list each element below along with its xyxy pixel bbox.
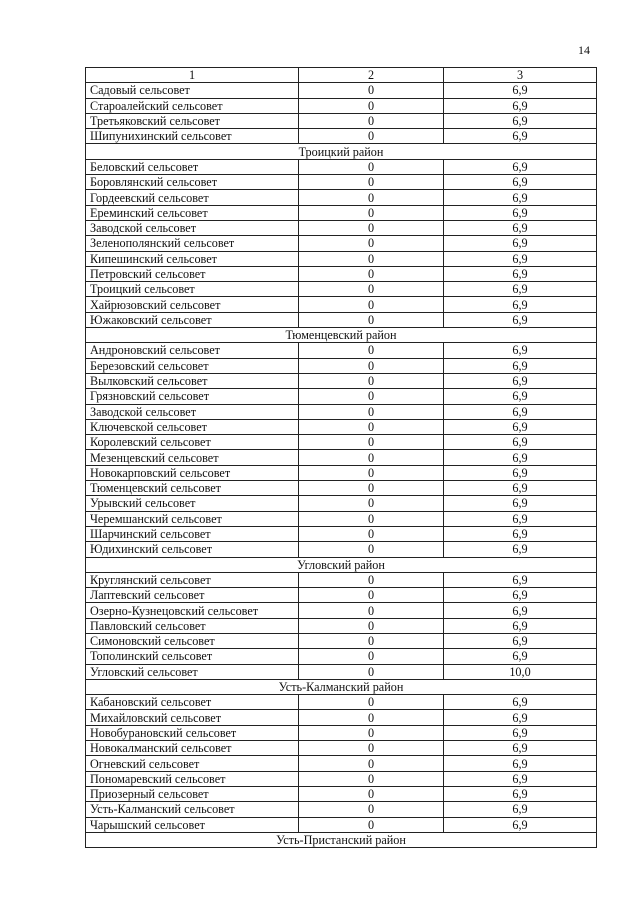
table-row xyxy=(86,450,597,465)
settlement-name: Кабановский сельсовет xyxy=(86,695,299,710)
table-row xyxy=(86,725,597,740)
value-column-3: 6,9 xyxy=(444,282,597,297)
table-row xyxy=(86,633,597,648)
settlement-name: Михайловский сельсовет xyxy=(86,710,299,725)
value-column-2: 0 xyxy=(299,603,444,618)
settlement-name: Ключевской сельсовет xyxy=(86,419,299,434)
value-column-2: 0 xyxy=(299,710,444,725)
settlement-name: Заводской сельсовет xyxy=(86,404,299,419)
district-header-row xyxy=(86,832,597,847)
value-column-2: 0 xyxy=(299,251,444,266)
settlement-name: Черемшанский сельсовет xyxy=(86,511,299,526)
settlement-name: Третьяковский сельсовет xyxy=(86,113,299,128)
table-row xyxy=(86,511,597,526)
value-column-3: 6,9 xyxy=(444,649,597,664)
value-column-3: 6,9 xyxy=(444,603,597,618)
settlement-name: Староалейский сельсовет xyxy=(86,98,299,113)
value-column-2: 0 xyxy=(299,404,444,419)
settlement-name: Новокарповский сельсовет xyxy=(86,465,299,480)
settlement-name: Лаптевский сельсовет xyxy=(86,588,299,603)
rates-table xyxy=(85,67,597,848)
value-column-2: 0 xyxy=(299,358,444,373)
value-column-2: 0 xyxy=(299,802,444,817)
value-column-3: 6,9 xyxy=(444,725,597,740)
table-row xyxy=(86,343,597,358)
settlement-name: Беловский сельсовет xyxy=(86,159,299,174)
column-header-2: 2 xyxy=(299,68,444,83)
settlement-name: Петровский сельсовет xyxy=(86,266,299,281)
table-row xyxy=(86,603,597,618)
table-row xyxy=(86,220,597,235)
value-column-3: 6,9 xyxy=(444,481,597,496)
value-column-3: 6,9 xyxy=(444,159,597,174)
value-column-3: 6,9 xyxy=(444,266,597,281)
settlement-name: Кипешинский сельсовет xyxy=(86,251,299,266)
settlement-name: Круглянский сельсовет xyxy=(86,572,299,587)
table-row xyxy=(86,649,597,664)
value-column-2: 0 xyxy=(299,618,444,633)
settlement-name: Тополинский сельсовет xyxy=(86,649,299,664)
value-column-2: 0 xyxy=(299,725,444,740)
value-column-3: 10,0 xyxy=(444,664,597,679)
value-column-3: 6,9 xyxy=(444,312,597,327)
value-column-3: 6,9 xyxy=(444,511,597,526)
value-column-3: 6,9 xyxy=(444,389,597,404)
table-row xyxy=(86,771,597,786)
table-row xyxy=(86,282,597,297)
value-column-2: 0 xyxy=(299,389,444,404)
value-column-3: 6,9 xyxy=(444,618,597,633)
table-row xyxy=(86,175,597,190)
value-column-3: 6,9 xyxy=(444,542,597,557)
settlement-name: Приозерный сельсовет xyxy=(86,786,299,801)
table-row xyxy=(86,98,597,113)
value-column-3: 6,9 xyxy=(444,695,597,710)
settlement-name: Тюменцевский сельсовет xyxy=(86,481,299,496)
value-column-2: 0 xyxy=(299,786,444,801)
table-row xyxy=(86,373,597,388)
value-column-3: 6,9 xyxy=(444,220,597,235)
settlement-name: Огневский сельсовет xyxy=(86,756,299,771)
value-column-3: 6,9 xyxy=(444,496,597,511)
value-column-3: 6,9 xyxy=(444,98,597,113)
value-column-2: 0 xyxy=(299,496,444,511)
table-row xyxy=(86,786,597,801)
value-column-3: 6,9 xyxy=(444,373,597,388)
table-row xyxy=(86,113,597,128)
value-column-3: 6,9 xyxy=(444,450,597,465)
table-row xyxy=(86,465,597,480)
page-number: 14 xyxy=(578,43,590,57)
value-column-2: 0 xyxy=(299,159,444,174)
value-column-3: 6,9 xyxy=(444,175,597,190)
table-row xyxy=(86,618,597,633)
table-row xyxy=(86,236,597,251)
settlement-name: Гордеевский сельсовет xyxy=(86,190,299,205)
settlement-name: Симоновский сельсовет xyxy=(86,633,299,648)
district-title: Усть-Пристанский район xyxy=(86,832,597,847)
value-column-3: 6,9 xyxy=(444,786,597,801)
value-column-2: 0 xyxy=(299,756,444,771)
value-column-3: 6,9 xyxy=(444,236,597,251)
table-row xyxy=(86,129,597,144)
value-column-2: 0 xyxy=(299,83,444,98)
value-column-2: 0 xyxy=(299,373,444,388)
table-row xyxy=(86,159,597,174)
value-column-2: 0 xyxy=(299,511,444,526)
settlement-name: Заводской сельсовет xyxy=(86,220,299,235)
district-title: Угловский район xyxy=(86,557,597,572)
value-column-3: 6,9 xyxy=(444,404,597,419)
column-header-1: 1 xyxy=(86,68,299,83)
settlement-name: Южаковский сельсовет xyxy=(86,312,299,327)
value-column-2: 0 xyxy=(299,542,444,557)
value-column-2: 0 xyxy=(299,297,444,312)
table-row xyxy=(86,404,597,419)
settlement-name: Хайрюзовский сельсовет xyxy=(86,297,299,312)
table-row xyxy=(86,83,597,98)
header-row xyxy=(86,68,597,83)
settlement-name: Павловский сельсовет xyxy=(86,618,299,633)
table-row xyxy=(86,542,597,557)
settlement-name: Новобурановский сельсовет xyxy=(86,725,299,740)
table-row xyxy=(86,526,597,541)
settlement-name: Грязновский сельсовет xyxy=(86,389,299,404)
district-header-row xyxy=(86,557,597,572)
value-column-3: 6,9 xyxy=(444,343,597,358)
table-row xyxy=(86,741,597,756)
table-row xyxy=(86,572,597,587)
value-column-3: 6,9 xyxy=(444,817,597,832)
value-column-3: 6,9 xyxy=(444,588,597,603)
settlement-name: Ереминский сельсовет xyxy=(86,205,299,220)
settlement-name: Угловский сельсовет xyxy=(86,664,299,679)
district-header-row xyxy=(86,144,597,159)
value-column-2: 0 xyxy=(299,175,444,190)
value-column-3: 6,9 xyxy=(444,129,597,144)
settlement-name: Шарчинский сельсовет xyxy=(86,526,299,541)
district-header-row xyxy=(86,679,597,694)
table-row xyxy=(86,664,597,679)
value-column-2: 0 xyxy=(299,205,444,220)
table-row xyxy=(86,205,597,220)
value-column-2: 0 xyxy=(299,220,444,235)
value-column-2: 0 xyxy=(299,129,444,144)
value-column-2: 0 xyxy=(299,771,444,786)
value-column-2: 0 xyxy=(299,633,444,648)
value-column-2: 0 xyxy=(299,343,444,358)
settlement-name: Урывский сельсовет xyxy=(86,496,299,511)
settlement-name: Троицкий сельсовет xyxy=(86,282,299,297)
table-row xyxy=(86,358,597,373)
table-row xyxy=(86,251,597,266)
value-column-3: 6,9 xyxy=(444,190,597,205)
table-row xyxy=(86,435,597,450)
value-column-2: 0 xyxy=(299,572,444,587)
table-row xyxy=(86,817,597,832)
value-column-2: 0 xyxy=(299,695,444,710)
settlement-name: Чарышский сельсовет xyxy=(86,817,299,832)
value-column-2: 0 xyxy=(299,817,444,832)
table-row xyxy=(86,312,597,327)
value-column-3: 6,9 xyxy=(444,526,597,541)
value-column-3: 6,9 xyxy=(444,756,597,771)
district-title: Тюменцевский район xyxy=(86,328,597,343)
table-row xyxy=(86,419,597,434)
value-column-2: 0 xyxy=(299,266,444,281)
value-column-3: 6,9 xyxy=(444,297,597,312)
value-column-2: 0 xyxy=(299,312,444,327)
settlement-name: Новокалманский сельсовет xyxy=(86,741,299,756)
settlement-name: Вылковский сельсовет xyxy=(86,373,299,388)
settlement-name: Мезенцевский сельсовет xyxy=(86,450,299,465)
value-column-3: 6,9 xyxy=(444,771,597,786)
value-column-2: 0 xyxy=(299,282,444,297)
value-column-3: 6,9 xyxy=(444,710,597,725)
table-row xyxy=(86,756,597,771)
value-column-3: 6,9 xyxy=(444,465,597,480)
district-title: Троицкий район xyxy=(86,144,597,159)
table-row xyxy=(86,588,597,603)
value-column-2: 0 xyxy=(299,588,444,603)
table-row xyxy=(86,297,597,312)
settlement-name: Зеленополянский сельсовет xyxy=(86,236,299,251)
settlement-name: Юдихинский сельсовет xyxy=(86,542,299,557)
settlement-name: Андроновский сельсовет xyxy=(86,343,299,358)
settlement-name: Усть-Калманский сельсовет xyxy=(86,802,299,817)
value-column-2: 0 xyxy=(299,741,444,756)
value-column-2: 0 xyxy=(299,236,444,251)
table-row xyxy=(86,695,597,710)
settlement-name: Королевский сельсовет xyxy=(86,435,299,450)
value-column-3: 6,9 xyxy=(444,113,597,128)
value-column-2: 0 xyxy=(299,526,444,541)
settlement-name: Шипунихинский сельсовет xyxy=(86,129,299,144)
table-row xyxy=(86,802,597,817)
settlement-name: Пономаревский сельсовет xyxy=(86,771,299,786)
value-column-2: 0 xyxy=(299,649,444,664)
value-column-2: 0 xyxy=(299,481,444,496)
value-column-3: 6,9 xyxy=(444,251,597,266)
value-column-2: 0 xyxy=(299,664,444,679)
value-column-3: 6,9 xyxy=(444,802,597,817)
value-column-3: 6,9 xyxy=(444,435,597,450)
district-header-row xyxy=(86,328,597,343)
value-column-2: 0 xyxy=(299,113,444,128)
value-column-3: 6,9 xyxy=(444,572,597,587)
value-column-3: 6,9 xyxy=(444,205,597,220)
district-title: Усть-Калманский район xyxy=(86,679,597,694)
settlement-name: Садовый сельсовет xyxy=(86,83,299,98)
settlement-name: Боровлянский сельсовет xyxy=(86,175,299,190)
table-row xyxy=(86,496,597,511)
table-row xyxy=(86,481,597,496)
table-row xyxy=(86,190,597,205)
table-row xyxy=(86,389,597,404)
table-body xyxy=(86,68,597,848)
value-column-3: 6,9 xyxy=(444,358,597,373)
value-column-2: 0 xyxy=(299,435,444,450)
value-column-3: 6,9 xyxy=(444,741,597,756)
table-row xyxy=(86,710,597,725)
value-column-3: 6,9 xyxy=(444,419,597,434)
settlement-name: Озерно-Кузнецовский сельсовет xyxy=(86,603,299,618)
value-column-2: 0 xyxy=(299,465,444,480)
value-column-2: 0 xyxy=(299,419,444,434)
value-column-2: 0 xyxy=(299,190,444,205)
value-column-2: 0 xyxy=(299,98,444,113)
column-header-3: 3 xyxy=(444,68,597,83)
value-column-3: 6,9 xyxy=(444,83,597,98)
table-row xyxy=(86,266,597,281)
value-column-3: 6,9 xyxy=(444,633,597,648)
value-column-2: 0 xyxy=(299,450,444,465)
settlement-name: Березовский сельсовет xyxy=(86,358,299,373)
